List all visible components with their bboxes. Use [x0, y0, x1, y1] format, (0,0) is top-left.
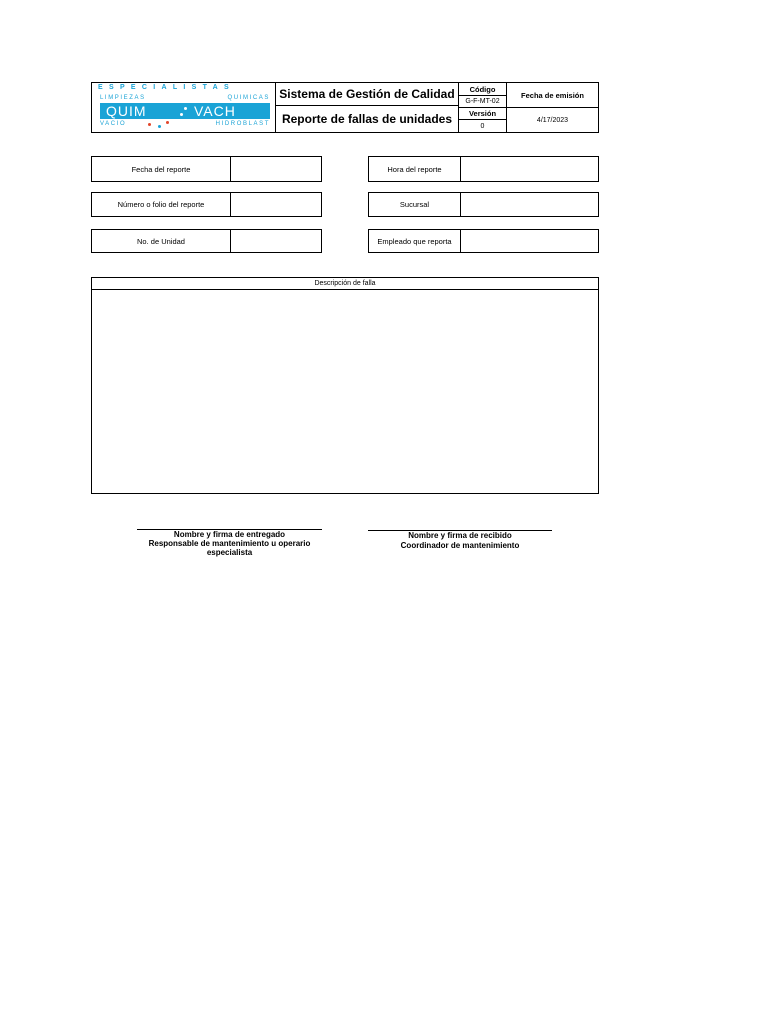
logo-brand-right: VACH: [194, 103, 236, 119]
numero-folio-input[interactable]: [231, 193, 321, 216]
signature-left-line3: especialista: [206, 548, 253, 557]
signature-left-line2: Responsable de mantenimiento u operario: [148, 539, 311, 548]
descripcion-falla-title: Descripción de falla: [92, 278, 598, 290]
company-logo: [92, 83, 276, 132]
code-label: Código: [459, 83, 507, 96]
empleado-input[interactable]: [461, 230, 598, 252]
logo-right-top: QUIMICAS: [227, 95, 270, 101]
signature-left: [137, 530, 322, 557]
logo-band: [100, 103, 270, 119]
hora-reporte-field: [368, 156, 599, 182]
signature-right-line2: Coordinador de mantenimiento: [400, 541, 520, 550]
version-label: Versión: [459, 108, 507, 120]
issue-date-label: Fecha de emisión: [507, 83, 598, 108]
hora-reporte-input[interactable]: [461, 157, 598, 181]
numero-folio-field: [91, 192, 322, 217]
fecha-reporte-input[interactable]: [231, 157, 321, 181]
logo-spark-icon: [166, 121, 169, 124]
logo-spark-icon: [148, 123, 151, 126]
logo-brand-left: QUIM: [106, 103, 147, 119]
fecha-reporte-label: Fecha del reporte: [92, 157, 231, 181]
no-unidad-input[interactable]: [231, 230, 321, 252]
sucursal-field: [368, 192, 599, 217]
sucursal-label: Sucursal: [369, 193, 461, 216]
logo-bubble-icon: [184, 107, 187, 110]
descripcion-falla-input[interactable]: [92, 290, 598, 493]
empleado-label: Empleado que reporta: [369, 230, 461, 252]
issue-date-value: 4/17/2023: [536, 116, 569, 124]
numero-folio-label: Número o folio del reporte: [92, 193, 231, 216]
sucursal-input[interactable]: [461, 193, 598, 216]
signature-left-line1: Nombre y firma de entregado: [173, 530, 286, 539]
fecha-reporte-field: [91, 156, 322, 182]
logo-left-top: LIMPIEZAS: [100, 95, 146, 101]
empleado-field: [368, 229, 599, 253]
signature-right: [368, 531, 552, 550]
code-value: G-F-MT-02: [459, 96, 507, 108]
logo-right-bottom: HIDROBLAST: [215, 121, 270, 127]
version-value: 0: [459, 120, 507, 132]
report-title: Reporte de fallas de unidades: [276, 106, 459, 132]
logo-spark-icon: [158, 125, 161, 128]
logo-tagline: ESPECIALISTAS: [98, 84, 236, 91]
system-title: Sistema de Gestión de Calidad: [276, 83, 459, 106]
document-header: [91, 82, 599, 133]
logo-bubble-icon: [180, 113, 183, 116]
no-unidad-label: No. de Unidad: [92, 230, 231, 252]
no-unidad-field: [91, 229, 322, 253]
descripcion-falla-box: [91, 277, 599, 494]
hora-reporte-label: Hora del reporte: [369, 157, 461, 181]
logo-left-bottom: VACIO: [100, 121, 127, 127]
signature-right-line1: Nombre y firma de recibido: [408, 531, 512, 540]
